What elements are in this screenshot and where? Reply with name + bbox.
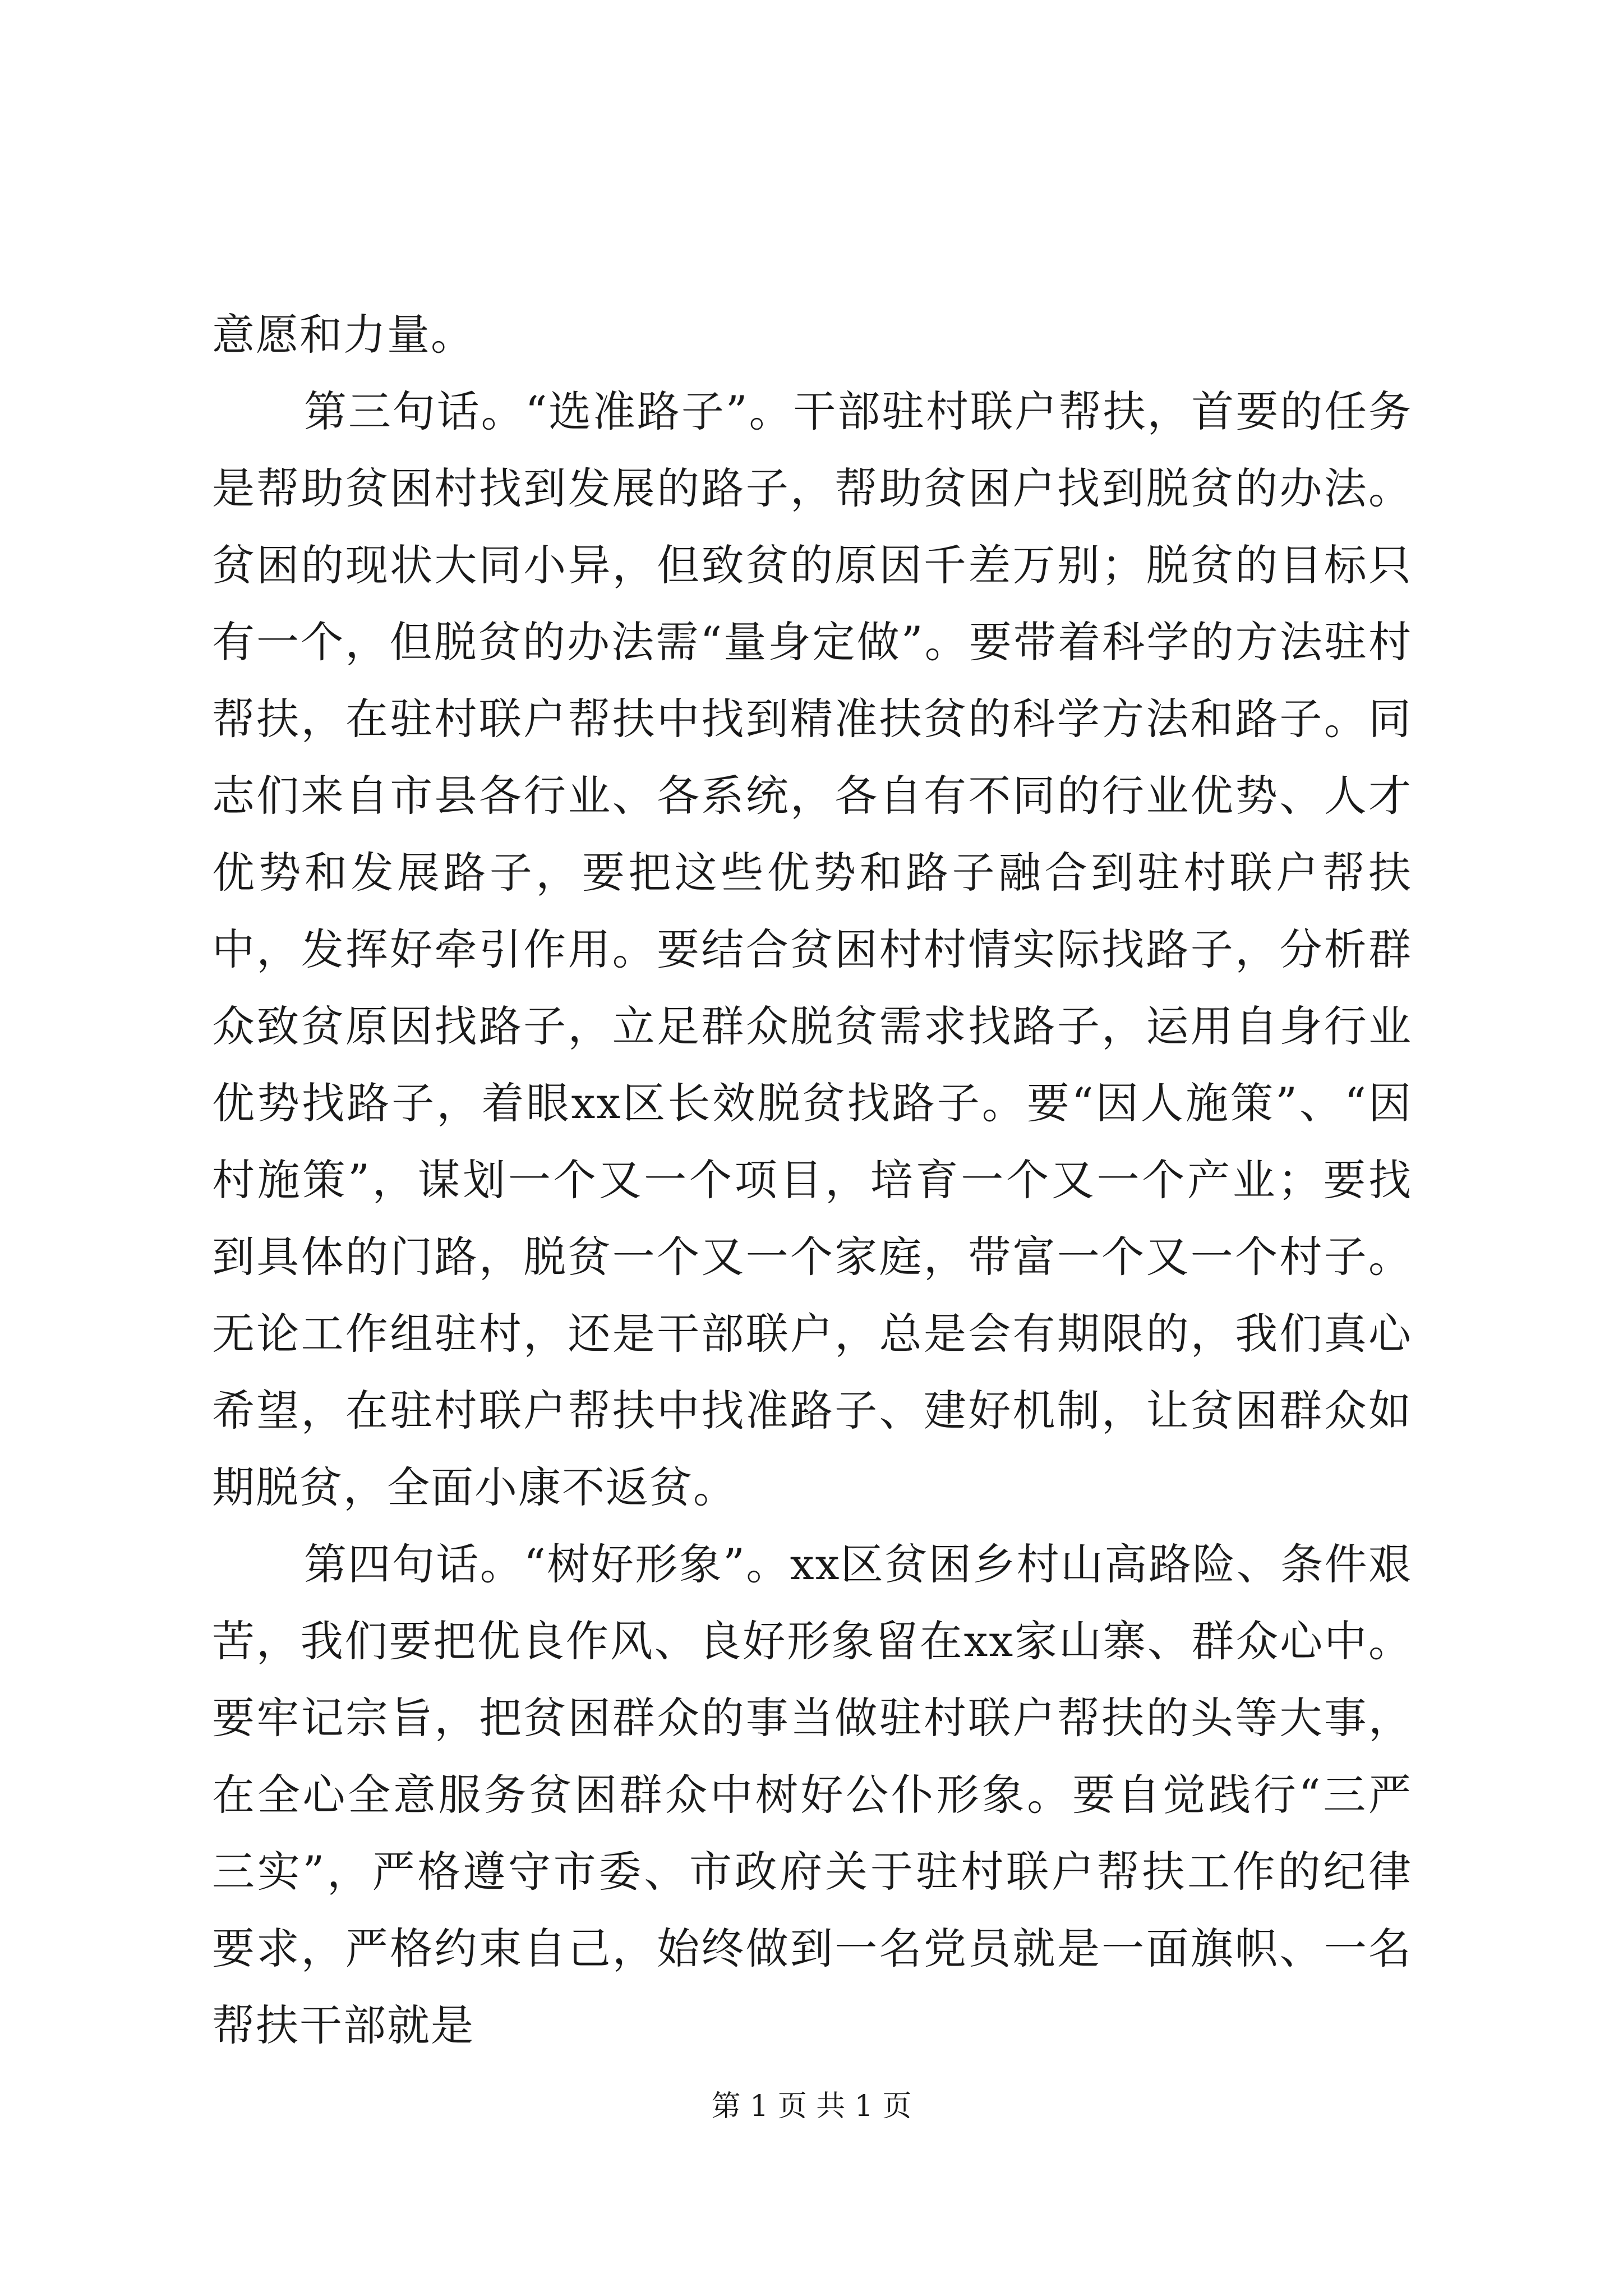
paragraph-1: 意愿和力量。	[212, 310, 474, 360]
page-footer: 第 1 页 共 1 页	[711, 2090, 912, 2123]
paragraph-2: 第三句话。“选准路子”。干部驻村联户帮扶，首要的任务是帮助贫困村找到发展的路子，帮助贫困户找到脱贫的办法。贫困的现状大同小异，但致贫的原因千差万别；脱贫的目标只有一个，但脱贫的办法需“量身定做”。要带着科学的方法驻村帮扶，在驻村联户帮扶中找到精准扶贫的科学方法和路子。同志们来自市县各行业、各系统，各自有不同的行业优势、人才优势和发展路子，要把这些优势和路子融合到驻村联户帮扶中，发挥好牵引作用。要结合贫困村村情实际找路子，分析群众致贫原因找路子，立足群众脱贫需求找路子，运用自身行业优势找路子，着眼xx区长效脱贫找路子。要“因人施策”、“因村施策”，谋划一个又一个项目，培育一个又一个产业；要找到具体的门路，脱贫一个又一个家庭，带富一个又一个村子。无论工作组驻村，还是干部联户，总是会有期限的，我们真心希望，在驻村联户帮扶中找准路子、建好机制，让贫困群众如期脱贫，全面小康不返贫。	[212, 386, 1412, 1512]
document-body	[212, 296, 1412, 2064]
paragraph-3: 第四句话。“树好形象”。xx区贫困乡村山高路险、条件艰苦，我们要把优良作风、良好形象留在xx家山寨、群众心中。要牢记宗旨，把贫困群众的事当做驻村联户帮扶的头等大事，在全心全意服务贫困群众中树好公仆形象。要自觉践行“三严三实”，严格遵守市委、市政府关于驻村联户帮扶工作的纪律要求，严格约束自己，始终做到一名党员就是一面旗帜、一名帮扶干部就是	[212, 1539, 1412, 2050]
